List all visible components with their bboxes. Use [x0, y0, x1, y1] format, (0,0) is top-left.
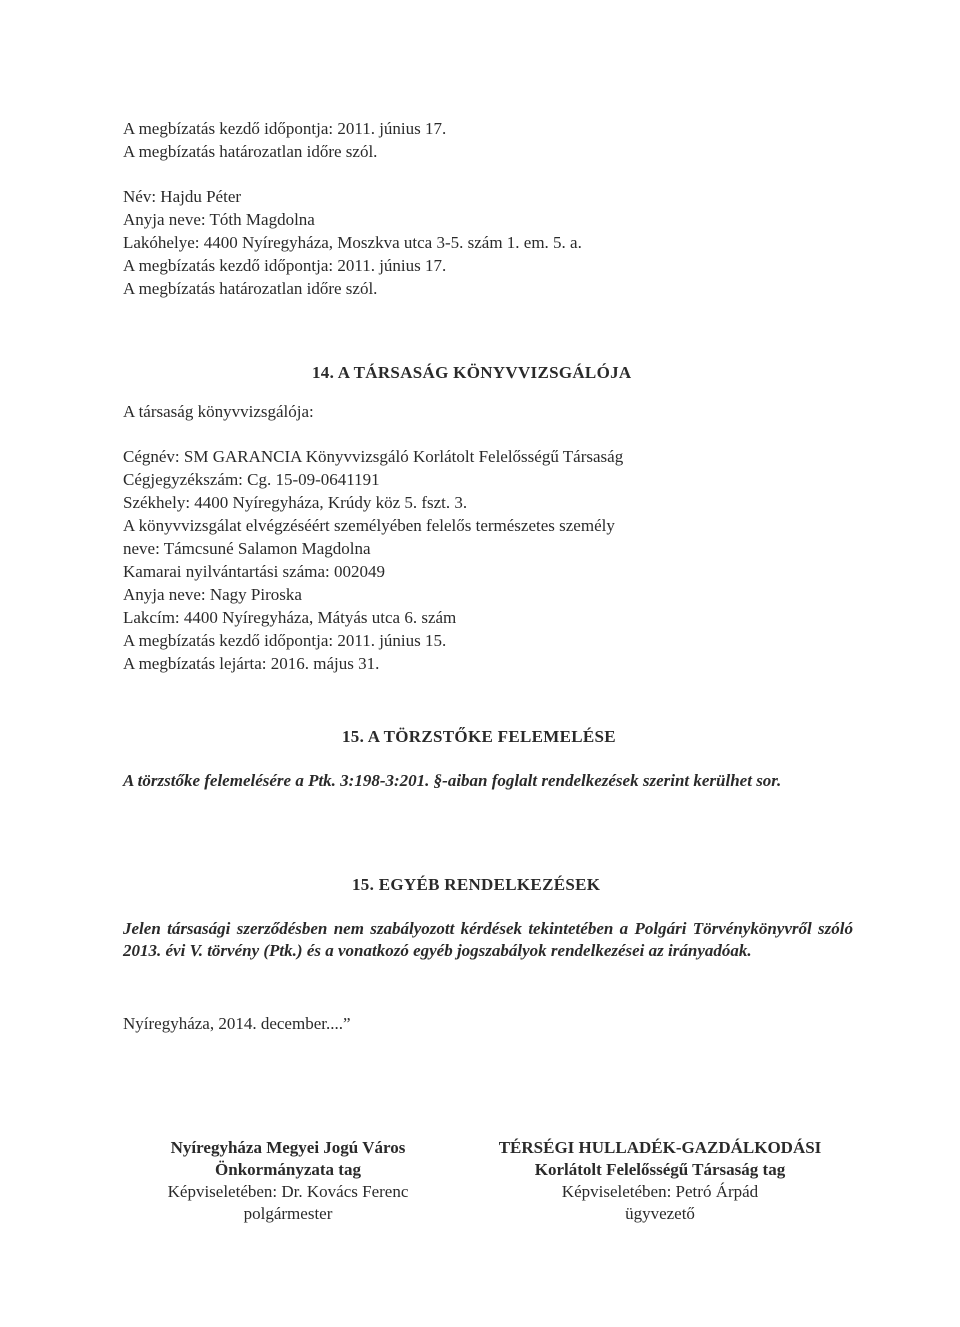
auditor-label: A társaság könyvvizsgálója:: [123, 402, 314, 421]
residence-line: Lakóhelye: 4400 Nyíregyháza, Moszkva utca 3-5. szám 1. em. 5. a.: [123, 233, 582, 252]
section-15-other-heading: 15. EGYÉB RENDELKEZÉSEK: [352, 875, 601, 894]
representative-title: ügyvezető: [625, 1204, 695, 1223]
other-provisions-paragraph: Jelen társasági szerződésben nem szabályozott kérdések tekintetében a Polgári Törvénykönyvről szóló 2013. évi V. törvény (Ptk.) és a vonatkozó egyéb jogszabályok rendelkezései az irányadóak.: [123, 919, 853, 960]
capital-increase-paragraph: A törzstőke felemelésére a Ptk. 3:198-3:201. §-aiban foglalt rendelkezések szerint kerülhet sor.: [123, 771, 782, 790]
representative-title: polgármester: [243, 1204, 333, 1223]
signature-block-municipality: [98, 1137, 478, 1225]
name-line: Név: Hajdu Péter: [123, 187, 242, 206]
signatory-name: TÉRSÉGI HULLADÉK-GAZDÁLKODÁSI: [498, 1138, 822, 1157]
chamber-number-line: Kamarai nyilvántartási száma: 002049: [123, 562, 385, 581]
seat-line: Székhely: 4400 Nyíregyháza, Krúdy köz 5. fszt. 3.: [123, 493, 468, 512]
registration-number-line: Cégjegyzékszám: Cg. 15-09-0641191: [123, 470, 380, 489]
signatory-role: Önkormányzata tag: [215, 1160, 361, 1179]
mother-name-line: Anyja neve: Nagy Piroska: [123, 585, 302, 604]
mandate-duration-line: A megbízatás határozatlan időre szól.: [123, 142, 378, 161]
mother-name-line: Anyja neve: Tóth Magdolna: [123, 210, 315, 229]
mandate-start-line: A megbízatás kezdő időpontja: 2011. június 17.: [123, 256, 447, 275]
representative-line: Képviseletében: Dr. Kovács Ferenc: [167, 1182, 409, 1201]
representative-line: Képviseletében: Petró Árpád: [561, 1182, 759, 1201]
section-15-capital-heading: 15. A TÖRZSTŐKE FELEMELÉSE: [342, 727, 616, 746]
mandate-start-line: A megbízatás kezdő időpontja: 2011. június 17.: [123, 119, 447, 138]
responsible-person-name-line: neve: Támcsuné Salamon Magdolna: [123, 539, 371, 558]
address-line: Lakcím: 4400 Nyíregyháza, Mátyás utca 6. szám: [123, 608, 457, 627]
section-14-heading: 14. A TÁRSASÁG KÖNYVVIZSGÁLÓJA: [312, 363, 632, 382]
responsible-person-line: A könyvvizsgálat elvégzéséért személyében felelős természetes személy: [123, 516, 615, 535]
company-name-line: Cégnév: SM GARANCIA Könyvvizsgáló Korlátolt Felelősségű Társaság: [123, 447, 624, 466]
mandate-start-line: A megbízatás kezdő időpontja: 2011. június 15.: [123, 631, 447, 650]
mandate-expiry-line: A megbízatás lejárta: 2016. május 31.: [123, 654, 380, 673]
signature-block-company: [470, 1137, 850, 1225]
place-and-date: Nyíregyháza, 2014. december....”: [123, 1014, 351, 1033]
mandate-duration-line: A megbízatás határozatlan időre szól.: [123, 279, 378, 298]
signatory-role: Korlátolt Felelősségű Társaság tag: [534, 1160, 786, 1179]
signatory-name: Nyíregyháza Megyei Jogú Város: [170, 1138, 406, 1157]
